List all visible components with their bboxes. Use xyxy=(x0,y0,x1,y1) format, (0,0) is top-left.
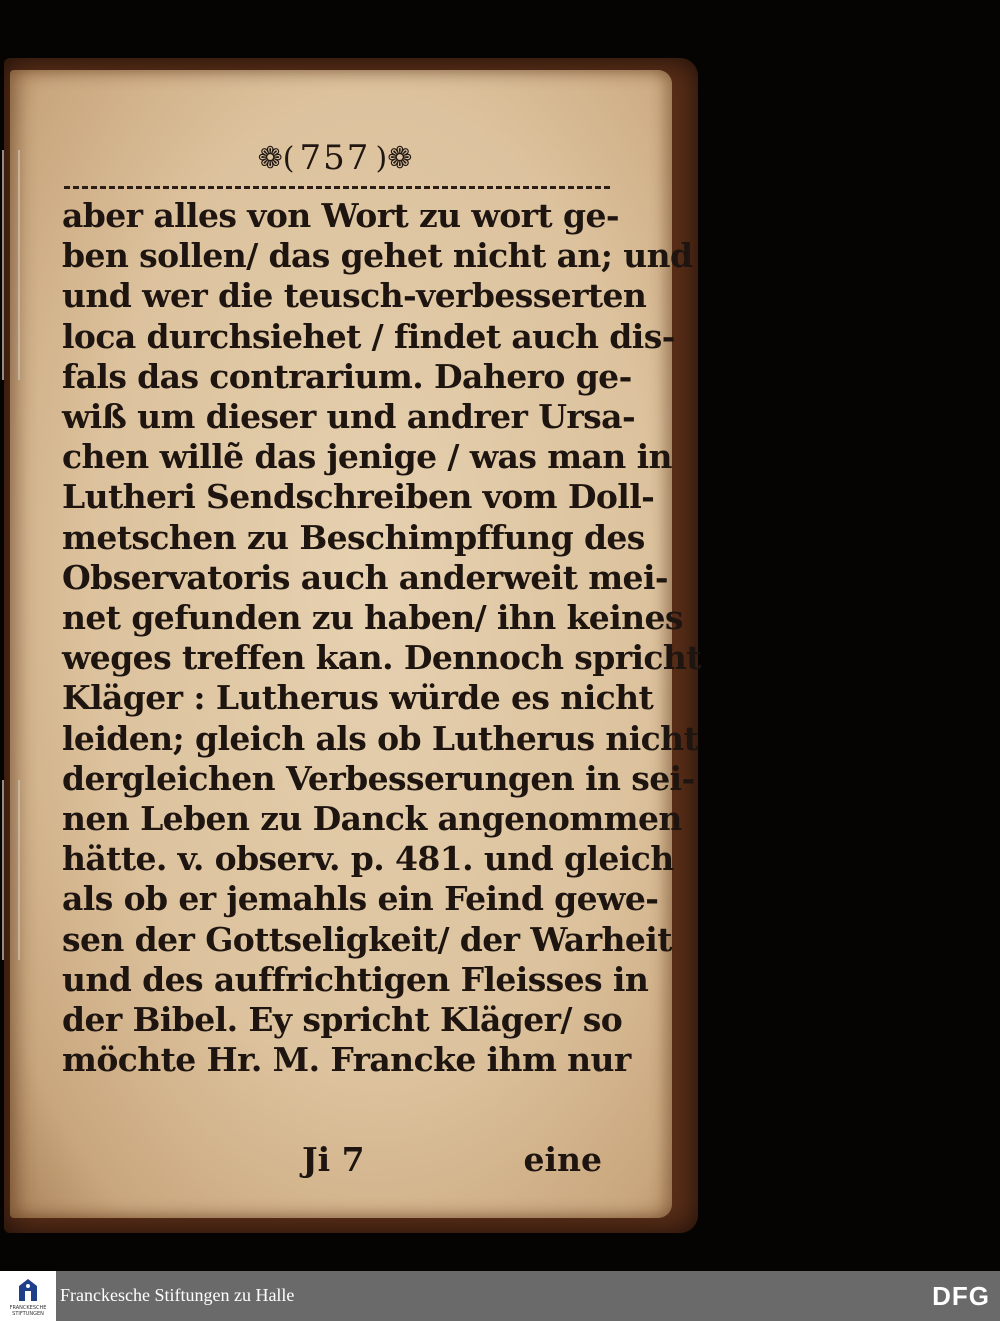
text-line: metschen zu Beschimpffung des xyxy=(62,517,645,557)
text-line: loca durchsiehet / findet auch dis- xyxy=(62,316,675,356)
text-line: leiden; gleich als ob Lutherus nicht xyxy=(62,718,699,758)
text-line: und des auffrichtigen Fleisses in xyxy=(62,959,649,999)
institution-logo[interactable] xyxy=(0,1271,56,1321)
binding-thread xyxy=(2,150,20,380)
header-rule xyxy=(64,186,610,189)
text-line: aber alles von Wort zu wort ge- xyxy=(62,196,619,235)
institution-name[interactable]: Franckesche Stiftungen zu Halle xyxy=(60,1285,295,1305)
text-line: und wer die teusch-verbesserten xyxy=(62,276,647,316)
binding-thread xyxy=(2,780,20,960)
page-footer xyxy=(62,1140,608,1184)
text-line: net gefunden zu haben/ ihn keines xyxy=(62,598,683,638)
viewer-footer-bar xyxy=(0,1271,1000,1321)
text-line: nen Leben zu Danck angenommen xyxy=(62,799,682,839)
dfg-logo[interactable]: DFG xyxy=(932,1281,990,1311)
text-line: wiß um dieser und andrer Ursa- xyxy=(62,397,636,437)
logo-caption: FRANCKESCHE STIFTUNGEN xyxy=(9,1305,47,1317)
page-header xyxy=(62,138,608,186)
header-ornament-right: )❁ xyxy=(375,140,413,176)
text-line: hätte. v. observ. p. 481. und gleich xyxy=(62,839,674,879)
text-line: fals das contrarium. Dahero ge- xyxy=(62,356,632,396)
page-number: 757 xyxy=(299,138,371,178)
text-line: als ob er jemahls ein Feind gewe- xyxy=(62,879,659,919)
text-line: chen willẽ das jenige / was man in xyxy=(62,437,672,477)
catchword: eine xyxy=(523,1140,602,1179)
text-line: Lutheri Sendschreiben vom Doll- xyxy=(62,477,655,517)
institution-logo-icon xyxy=(13,1277,43,1303)
header-ornament-left: ❁( xyxy=(257,140,295,176)
text-line: sen der Gottseligkeit/ der Warheit xyxy=(62,919,672,959)
text-line: weges treffen kan. Dennoch spricht xyxy=(62,638,701,678)
text-line: der Bibel. Ey spricht Kläger/ so xyxy=(62,1000,623,1040)
text-line: Kläger : Lutherus würde es nicht xyxy=(62,678,654,718)
text-line: Observatoris auch anderweit mei- xyxy=(62,557,668,597)
body-text xyxy=(62,196,701,1080)
text-line: möchte Hr. M. Francke ihm nur xyxy=(62,1040,631,1080)
text-line: dergleichen Verbesserungen in sei- xyxy=(62,758,695,798)
text-line: ben sollen/ das gehet nicht an; und xyxy=(62,236,693,276)
signature-mark: Ji 7 xyxy=(302,1140,365,1179)
